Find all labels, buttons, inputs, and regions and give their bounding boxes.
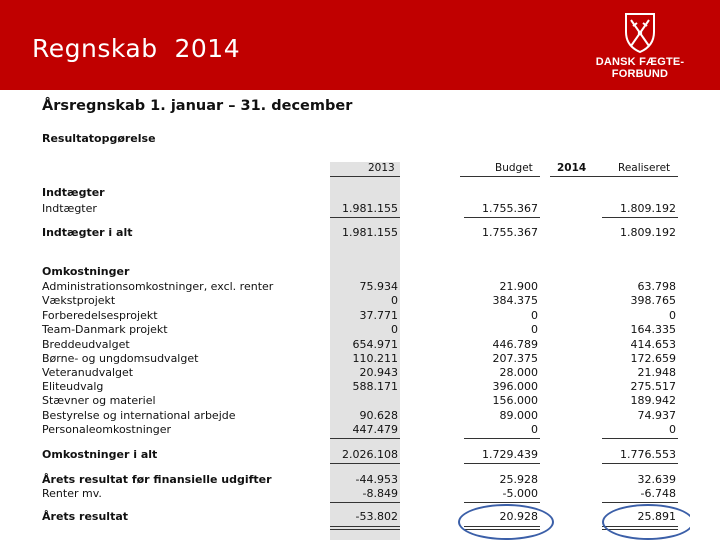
row-value-y2013: 654.971: [352, 338, 398, 351]
sum-rule: [330, 438, 400, 439]
row-label: Administrationsomkostninger, excl. renter: [42, 280, 274, 293]
row-label: Vækstprojekt: [42, 294, 116, 307]
row-value-y2013: 75.934: [359, 280, 398, 293]
row-label: Indtægter: [42, 202, 97, 215]
row-value-realiseret: -6.748: [640, 487, 676, 500]
row-value-budget: 1.729.439: [482, 448, 538, 461]
row-value-y2013: 1.981.155: [342, 226, 398, 239]
sum-rule: [464, 217, 540, 218]
row-value-y2013: -53.802: [355, 510, 398, 523]
row-value-realiseret: 1.776.553: [620, 448, 676, 461]
row-value-y2013: 2.026.108: [342, 448, 398, 461]
row-value-y2013: 1.981.155: [342, 202, 398, 215]
row-value-realiseret: 172.659: [630, 352, 676, 365]
sum-rule: [330, 502, 400, 503]
row-value-realiseret: 164.335: [630, 323, 676, 336]
row-value-budget: 446.789: [492, 338, 538, 351]
row-label: Omkostninger: [42, 265, 130, 278]
row-value-budget: -5.000: [502, 487, 538, 500]
row-value-budget: 1.755.367: [482, 226, 538, 239]
row-label: Indtægter: [42, 186, 105, 199]
row-label: Børne- og ungdomsudvalget: [42, 352, 199, 365]
sum-rule: [464, 463, 540, 464]
row-value-realiseret: 0: [669, 309, 676, 322]
row-value-realiseret: 398.765: [630, 294, 676, 307]
row-label: Team-Danmark projekt: [42, 323, 168, 336]
row-value-y2013: 447.479: [352, 423, 398, 436]
header-realiseret: Realiseret: [618, 162, 671, 174]
header-rule-budget: [460, 176, 540, 177]
sum-rule: [602, 463, 678, 464]
row-value-y2013: 20.943: [359, 366, 398, 379]
header-budget: Budget: [495, 162, 533, 174]
row-label: Årets resultat før finansielle udgifter: [42, 473, 272, 486]
row-value-budget: 89.000: [499, 409, 538, 422]
row-label: Breddeudvalget: [42, 338, 130, 351]
row-label: Eliteudvalg: [42, 380, 104, 393]
row-label: Forberedelsesprojekt: [42, 309, 158, 322]
row-value-realiseret: 74.937: [637, 409, 676, 422]
row-label: Veteranudvalget: [42, 366, 134, 379]
total-double-rule: [330, 526, 400, 527]
row-value-realiseret: 189.942: [630, 394, 676, 407]
row-label: Personaleomkostninger: [42, 423, 171, 436]
crossed-swords-shield-icon: [570, 8, 710, 56]
row-value-budget: 384.375: [492, 294, 538, 307]
slide-title: Regnskab 2014: [32, 34, 241, 63]
row-label: Renter mv.: [42, 487, 102, 500]
row-value-realiseret: 32.639: [637, 473, 676, 486]
sum-rule: [464, 438, 540, 439]
row-value-realiseret: 414.653: [630, 338, 676, 351]
row-value-y2013: 110.211: [352, 352, 398, 365]
header-2013: 2013: [368, 162, 395, 174]
row-value-realiseret: 1.809.192: [620, 226, 676, 239]
row-value-budget: 156.000: [492, 394, 538, 407]
row-value-y2013: -44.953: [355, 473, 398, 486]
sum-rule: [330, 463, 400, 464]
header-rule-2014: [550, 176, 678, 177]
document-subtitle: Resultatopgørelse: [42, 132, 156, 145]
row-value-realiseret: 25.891: [637, 510, 676, 523]
row-value-y2013: -8.849: [362, 487, 398, 500]
sum-rule: [602, 502, 678, 503]
sum-rule: [602, 217, 678, 218]
sum-rule: [602, 438, 678, 439]
sum-rule: [464, 502, 540, 503]
document-title: Årsregnskab 1. januar – 31. december: [42, 98, 353, 114]
dansk-faegte-forbund-logo: [570, 8, 710, 80]
row-value-y2013: 90.628: [359, 409, 398, 422]
row-value-budget: 396.000: [492, 380, 538, 393]
row-label: Omkostninger i alt: [42, 448, 158, 461]
row-value-y2013: 588.171: [352, 380, 398, 393]
header-2014: 2014: [557, 162, 587, 174]
logo-text: DANSK FÆGTE-FORBUND: [595, 56, 685, 80]
row-value-budget: 207.375: [492, 352, 538, 365]
budget-result-circle: [458, 504, 554, 540]
row-value-budget: 25.928: [499, 473, 538, 486]
sum-rule: [330, 217, 400, 218]
row-value-realiseret: 1.809.192: [620, 202, 676, 215]
row-value-y2013: 0: [391, 323, 398, 336]
row-label: Stævner og materiel: [42, 394, 156, 407]
row-value-y2013: 0: [391, 294, 398, 307]
financial-statement: [30, 90, 690, 540]
row-value-budget: 0: [531, 323, 538, 336]
slide-header: [0, 0, 720, 90]
row-value-realiseret: 275.517: [630, 380, 676, 393]
row-value-budget: 20.928: [499, 510, 538, 523]
row-value-realiseret: 63.798: [637, 280, 676, 293]
row-value-budget: 0: [531, 423, 538, 436]
row-value-realiseret: 21.948: [637, 366, 676, 379]
realised-result-circle: [602, 504, 690, 540]
row-value-y2013: 37.771: [359, 309, 398, 322]
row-label: Årets resultat: [42, 510, 129, 523]
header-rule-2013: [330, 176, 400, 177]
row-label: Bestyrelse og international arbejde: [42, 409, 236, 422]
row-value-budget: 28.000: [499, 366, 538, 379]
row-value-budget: 21.900: [499, 280, 538, 293]
row-label: Indtægter i alt: [42, 226, 133, 239]
row-value-realiseret: 0: [669, 423, 676, 436]
total-double-rule: [330, 529, 400, 530]
row-value-budget: 0: [531, 309, 538, 322]
row-value-budget: 1.755.367: [482, 202, 538, 215]
